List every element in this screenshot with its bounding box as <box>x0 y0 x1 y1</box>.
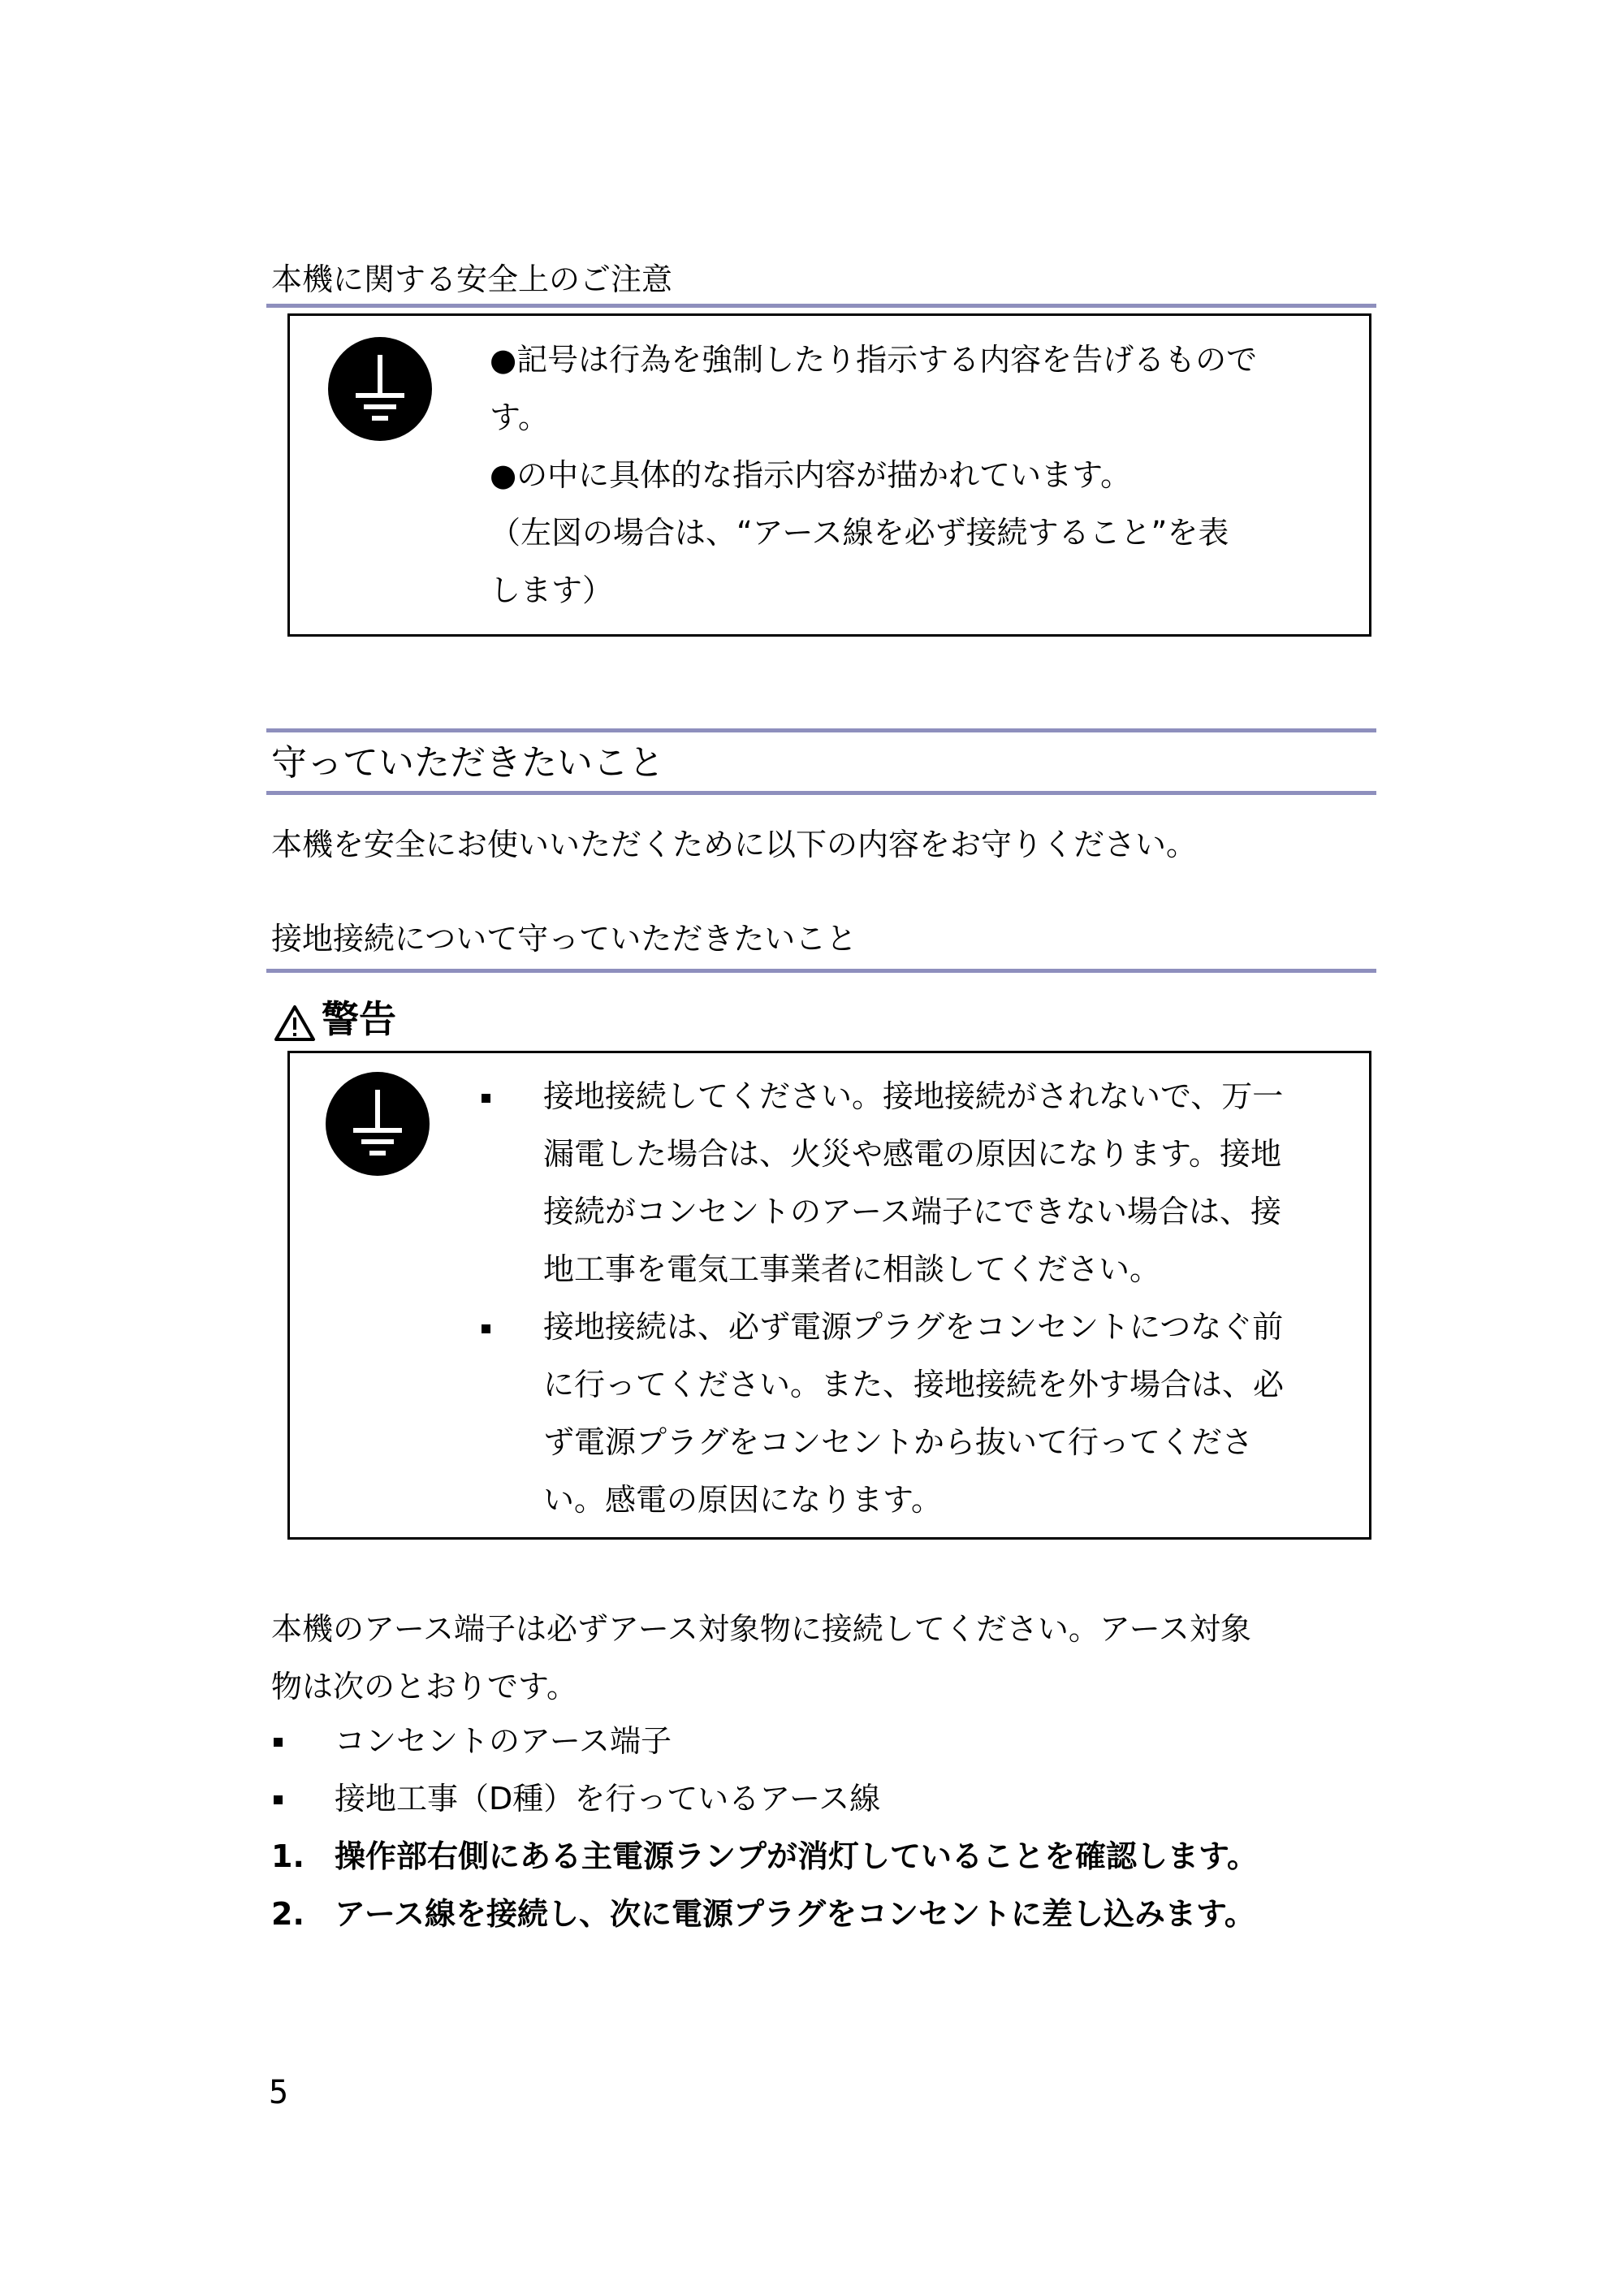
list-item: 接地工事（D種）を行っているアース線 <box>335 1781 881 1817</box>
heading-rule-bottom <box>266 791 1376 795</box>
page-number: 5 <box>269 2074 289 2111</box>
notice-line-4: （左図の場合は、“アース線を必ず接続すること”を表 <box>490 515 1229 551</box>
list-item: コンセントのアース端子 <box>335 1723 672 1759</box>
step-text: アース線を接続し、次に電源プラグをコンセントに差し込みます。 <box>335 1896 1255 1932</box>
warning-box <box>287 1051 1371 1540</box>
ground-symbol-icon <box>328 337 432 441</box>
heading-rule-top <box>266 728 1376 732</box>
warning-item-2-line-4: い。感電の原因になります。 <box>543 1482 942 1518</box>
notice-line-1: ●記号は行為を強制したり指示する内容を告げるもので <box>490 342 1258 378</box>
title-underline <box>266 304 1376 308</box>
warning-item-2-line-3: ず電源プラグをコンセントから抜いて行ってくださ <box>543 1424 1254 1460</box>
step-number: 2. <box>271 1896 304 1932</box>
body-para-line-2: 物は次のとおりです。 <box>271 1669 577 1704</box>
warning-item-2-line-2: に行ってください。また、接地接続を外す場合は、必 <box>543 1367 1285 1402</box>
warning-triangle-icon <box>274 1004 316 1042</box>
section-title: 本機に関する安全上のご注意 <box>271 261 673 297</box>
bullet-marker <box>482 1324 490 1333</box>
notice-line-3: ●の中に具体的な指示内容が描かれています。 <box>490 457 1132 493</box>
subsection-underline <box>266 969 1376 973</box>
warning-label: 警告 <box>322 997 396 1041</box>
warning-item-2-line-1: 接地接続は、必ず電源プラグをコンセントにつなぐ前 <box>543 1309 1284 1345</box>
bullet-marker <box>482 1094 490 1103</box>
notice-line-2: す。 <box>490 400 549 435</box>
bullet-marker <box>274 1738 283 1747</box>
warning-item-1-line-4: 地工事を電気工事業者に相談してください。 <box>543 1251 1161 1287</box>
warning-item-1-line-1: 接地接続してください。接地接続がされないで、万一 <box>543 1078 1284 1114</box>
warning-item-1-line-3: 接続がコンセントのアース端子にできない場合は、接 <box>543 1194 1281 1229</box>
notice-line-5: します） <box>490 572 614 608</box>
section-heading: 守っていただきたいこと <box>271 742 664 784</box>
body-para-line-1: 本機のアース端子は必ずアース対象物に接続してください。アース対象 <box>271 1611 1251 1647</box>
bullet-marker <box>274 1795 283 1804</box>
warning-item-1-line-2: 漏電した場合は、火災や感電の原因になります。接地 <box>543 1136 1281 1172</box>
step-text: 操作部右側にある主電源ランプが消灯していることを確認します。 <box>335 1838 1258 1874</box>
subsection-heading: 接地接続について守っていただきたいこと <box>271 921 857 957</box>
step-number: 1. <box>271 1838 304 1874</box>
ground-symbol-icon <box>326 1072 430 1176</box>
intro-text: 本機を安全にお使いいただくために以下の内容をお守りください。 <box>271 827 1198 862</box>
